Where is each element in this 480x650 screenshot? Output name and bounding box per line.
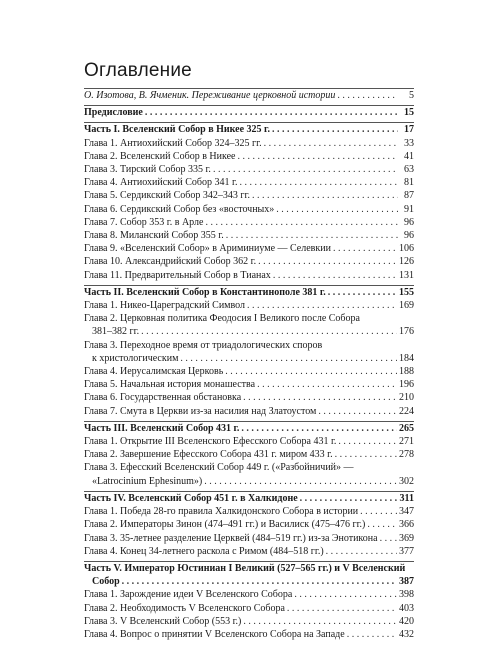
toc-entry-chapter[interactable] <box>84 435 414 448</box>
toc-entry-chapter[interactable] <box>84 163 414 176</box>
preface-label: Предисловие <box>84 107 143 119</box>
part-heading-row[interactable] <box>84 492 414 505</box>
toc-entry-chapter[interactable] <box>84 505 414 518</box>
toc-entry-chapter[interactable] <box>84 189 414 202</box>
entry-label: Часть I. Вселенский Собор в Никее 325 г. <box>84 124 270 136</box>
entry-label: Глава 4. Иерусалимская Церковь <box>84 366 224 378</box>
entry-label: Глава 3. V Вселенский Собор (553 г.) <box>84 615 242 627</box>
page-number: 224 <box>399 405 414 417</box>
entry-label: Глава 6. Сердикский Собор без «восточных» <box>84 203 275 215</box>
entry-label: Глава 2. Императоры Зинон (474–491 гг.) и Василиск (475–476 гг.) <box>84 519 366 531</box>
page-number: 176 <box>399 326 414 338</box>
page-number: 311 <box>399 492 414 504</box>
page-number: 63 <box>404 164 414 176</box>
toc-entry-chapter[interactable] <box>84 628 414 641</box>
entry-label: Глава 3. Тирский Собор 335 г. <box>84 164 211 176</box>
entry-label: Часть II. Вселенский Собор в Константинополе 381 г. <box>84 286 326 298</box>
entry-label: Глава 2. Необходимость V Вселенского Собора <box>84 602 285 614</box>
toc-entry-chapter[interactable] <box>84 229 414 242</box>
part-heading: Часть V. Император Юстиниан I Великий (527–565 гг.) и V Вселенский <box>84 562 406 574</box>
toc-entry-chapter[interactable] <box>84 216 414 229</box>
page-number: 271 <box>399 436 414 448</box>
page-number: 196 <box>399 379 414 391</box>
entry-label: 381–382 гг. <box>92 326 140 338</box>
part-5-section <box>84 562 414 641</box>
page-number: 96 <box>404 230 414 242</box>
table-of-contents <box>84 88 414 641</box>
toc-entry-chapter[interactable] <box>84 475 414 488</box>
entry-label: Глава 2. Вселенский Собор в Никее <box>84 150 236 162</box>
page-number: 91 <box>404 203 414 215</box>
toc-entry-chapter[interactable] <box>84 299 414 312</box>
entry-label: Часть IV. Вселенский Собор 451 г. в Халкидоне <box>84 492 298 504</box>
part-1-section <box>84 123 414 281</box>
toc-title: Оглавление <box>84 60 192 81</box>
entry-label: Глава 5. Начальная история монашества <box>84 379 256 391</box>
entry-label: Глава 8. Миланский Собор 355 г. <box>84 230 224 242</box>
entry-label: Глава 3. 35-летнее разделение Церквей (484–519 гг.) из-за Энотикона <box>84 532 378 544</box>
page-number: 398 <box>399 589 414 601</box>
entry-label: Глава 11. Предварительный Собор в Тианах <box>84 269 271 281</box>
intro-title: Переживание церковной истории <box>191 90 336 101</box>
page-number: 184 <box>399 352 414 364</box>
entry-label: Глава 1. Зарождение идеи V Вселенского Собора <box>84 589 293 601</box>
toc-entry-chapter[interactable] <box>84 448 414 461</box>
part-3-section <box>84 422 414 488</box>
page-number: 81 <box>404 177 414 189</box>
part-heading-row[interactable] <box>84 286 414 299</box>
part-heading-row[interactable] <box>84 123 414 136</box>
entry-label: Глава 7. Смута в Церкви из-за насилия над Златоустом <box>84 405 317 417</box>
page-number: 169 <box>399 300 414 312</box>
toc-entry-chapter[interactable] <box>84 203 414 216</box>
toc-entry-chapter[interactable] <box>84 405 414 418</box>
entry-label: к христологическим <box>92 352 179 364</box>
toc-entry-chapter[interactable] <box>84 518 414 531</box>
page-number: 210 <box>399 392 414 404</box>
page-number: 5 <box>409 90 414 101</box>
entry-label: Глава 9. «Вселенский Собор» в Ариминиуме — Селевкии <box>84 243 331 255</box>
toc-entry-preface[interactable] <box>84 106 414 119</box>
entry-label: Глава 4. Конец 34-летнего раскола с Римом (484–518 гг.) <box>84 545 324 557</box>
toc-entry-chapter[interactable] <box>84 378 414 391</box>
page-number: 369 <box>399 532 414 544</box>
entry-label: Собор <box>92 576 120 588</box>
entry-label: Глава 1. Никео-Цареградский Символ <box>84 300 246 312</box>
page-number: 106 <box>399 243 414 255</box>
toc-entry-chapter[interactable] <box>84 242 414 255</box>
page-number: 278 <box>399 449 414 461</box>
part-heading-row[interactable] <box>84 422 414 435</box>
chapter-title-line: Глава 3. Ефесский Вселенский Собор 449 г. («Разбойничий» — <box>84 462 354 474</box>
page-number: 33 <box>404 137 414 149</box>
toc-entry-chapter[interactable] <box>84 150 414 163</box>
page-number: 347 <box>399 506 414 518</box>
entry-label: Глава 4. Антиохийский Собор 341 г. <box>84 177 238 189</box>
toc-entry-chapter[interactable] <box>84 176 414 189</box>
toc-entry-chapter[interactable] <box>84 615 414 628</box>
entry-label: Глава 2. Завершение Ефесского Собора 431 г. миром 433 г. <box>84 449 333 461</box>
toc-entry-chapter[interactable] <box>84 137 414 150</box>
page-number: 17 <box>404 124 414 136</box>
toc-entry-chapter[interactable] <box>84 352 414 365</box>
page-number: 366 <box>399 519 414 531</box>
entry-label: Глава 6. Государственная обстановка <box>84 392 242 404</box>
part-2-section <box>84 286 414 418</box>
toc-entry-chapter[interactable] <box>84 365 414 378</box>
page-number: 377 <box>399 545 414 557</box>
page-number: 387 <box>399 576 414 588</box>
toc-entry-chapter[interactable] <box>84 391 414 404</box>
entry-label: Глава 5. Сердикский Собор 342–343 гг. <box>84 190 250 202</box>
toc-entry-chapter[interactable] <box>84 532 414 545</box>
toc-entry-intro[interactable] <box>84 89 414 102</box>
page-number: 41 <box>404 150 414 162</box>
chapter-title-line: Глава 3. Переходное время от триадологических споров <box>84 339 323 351</box>
toc-entry-chapter[interactable] <box>84 545 414 558</box>
entry-label: Глава 1. Победа 28-го правила Халкидонского Собора в истории <box>84 506 359 518</box>
page-number: 87 <box>404 190 414 202</box>
entry-label: Глава 4. Вопрос о принятии V Вселенского Собора на Западе <box>84 628 345 640</box>
page-number: 155 <box>399 286 414 298</box>
entry-label: Глава 10. Александрийский Собор 362 г. <box>84 256 257 268</box>
intro-authors: О. Изотова, В. Ячменик. <box>84 90 190 101</box>
page-number: 126 <box>399 256 414 268</box>
page-number: 265 <box>399 422 414 434</box>
entry-label: «Latrocinium Ephesinum») <box>92 475 203 487</box>
page-number: 15 <box>404 107 414 119</box>
entry-label: Глава 1. Открытие III Вселенского Ефесского Собора 431 г. <box>84 436 337 448</box>
entry-label: Глава 1. Антиохийский Собор 324–325 гг. <box>84 137 262 149</box>
toc-entry-chapter[interactable] <box>84 588 414 601</box>
toc-entry-chapter[interactable] <box>84 325 414 338</box>
part-4-section <box>84 492 414 558</box>
page-number: 432 <box>399 628 414 640</box>
entry-label: Часть III. Вселенский Собор 431 г. <box>84 422 240 434</box>
page-number: 302 <box>399 475 414 487</box>
toc-entry-chapter[interactable] <box>84 269 414 282</box>
part-heading-row[interactable] <box>84 575 414 588</box>
entry-label: Глава 7. Собор 353 г. в Арле <box>84 216 204 228</box>
page-number: 188 <box>399 366 414 378</box>
page-number: 96 <box>404 216 414 228</box>
toc-entry-chapter[interactable] <box>84 602 414 615</box>
chapter-title-line: Глава 2. Церковная политика Феодосия I Великого после Собора <box>84 313 360 325</box>
page-number: 420 <box>399 615 414 627</box>
page-number: 403 <box>399 602 414 614</box>
page-number: 131 <box>399 269 414 281</box>
toc-entry-chapter[interactable] <box>84 255 414 268</box>
